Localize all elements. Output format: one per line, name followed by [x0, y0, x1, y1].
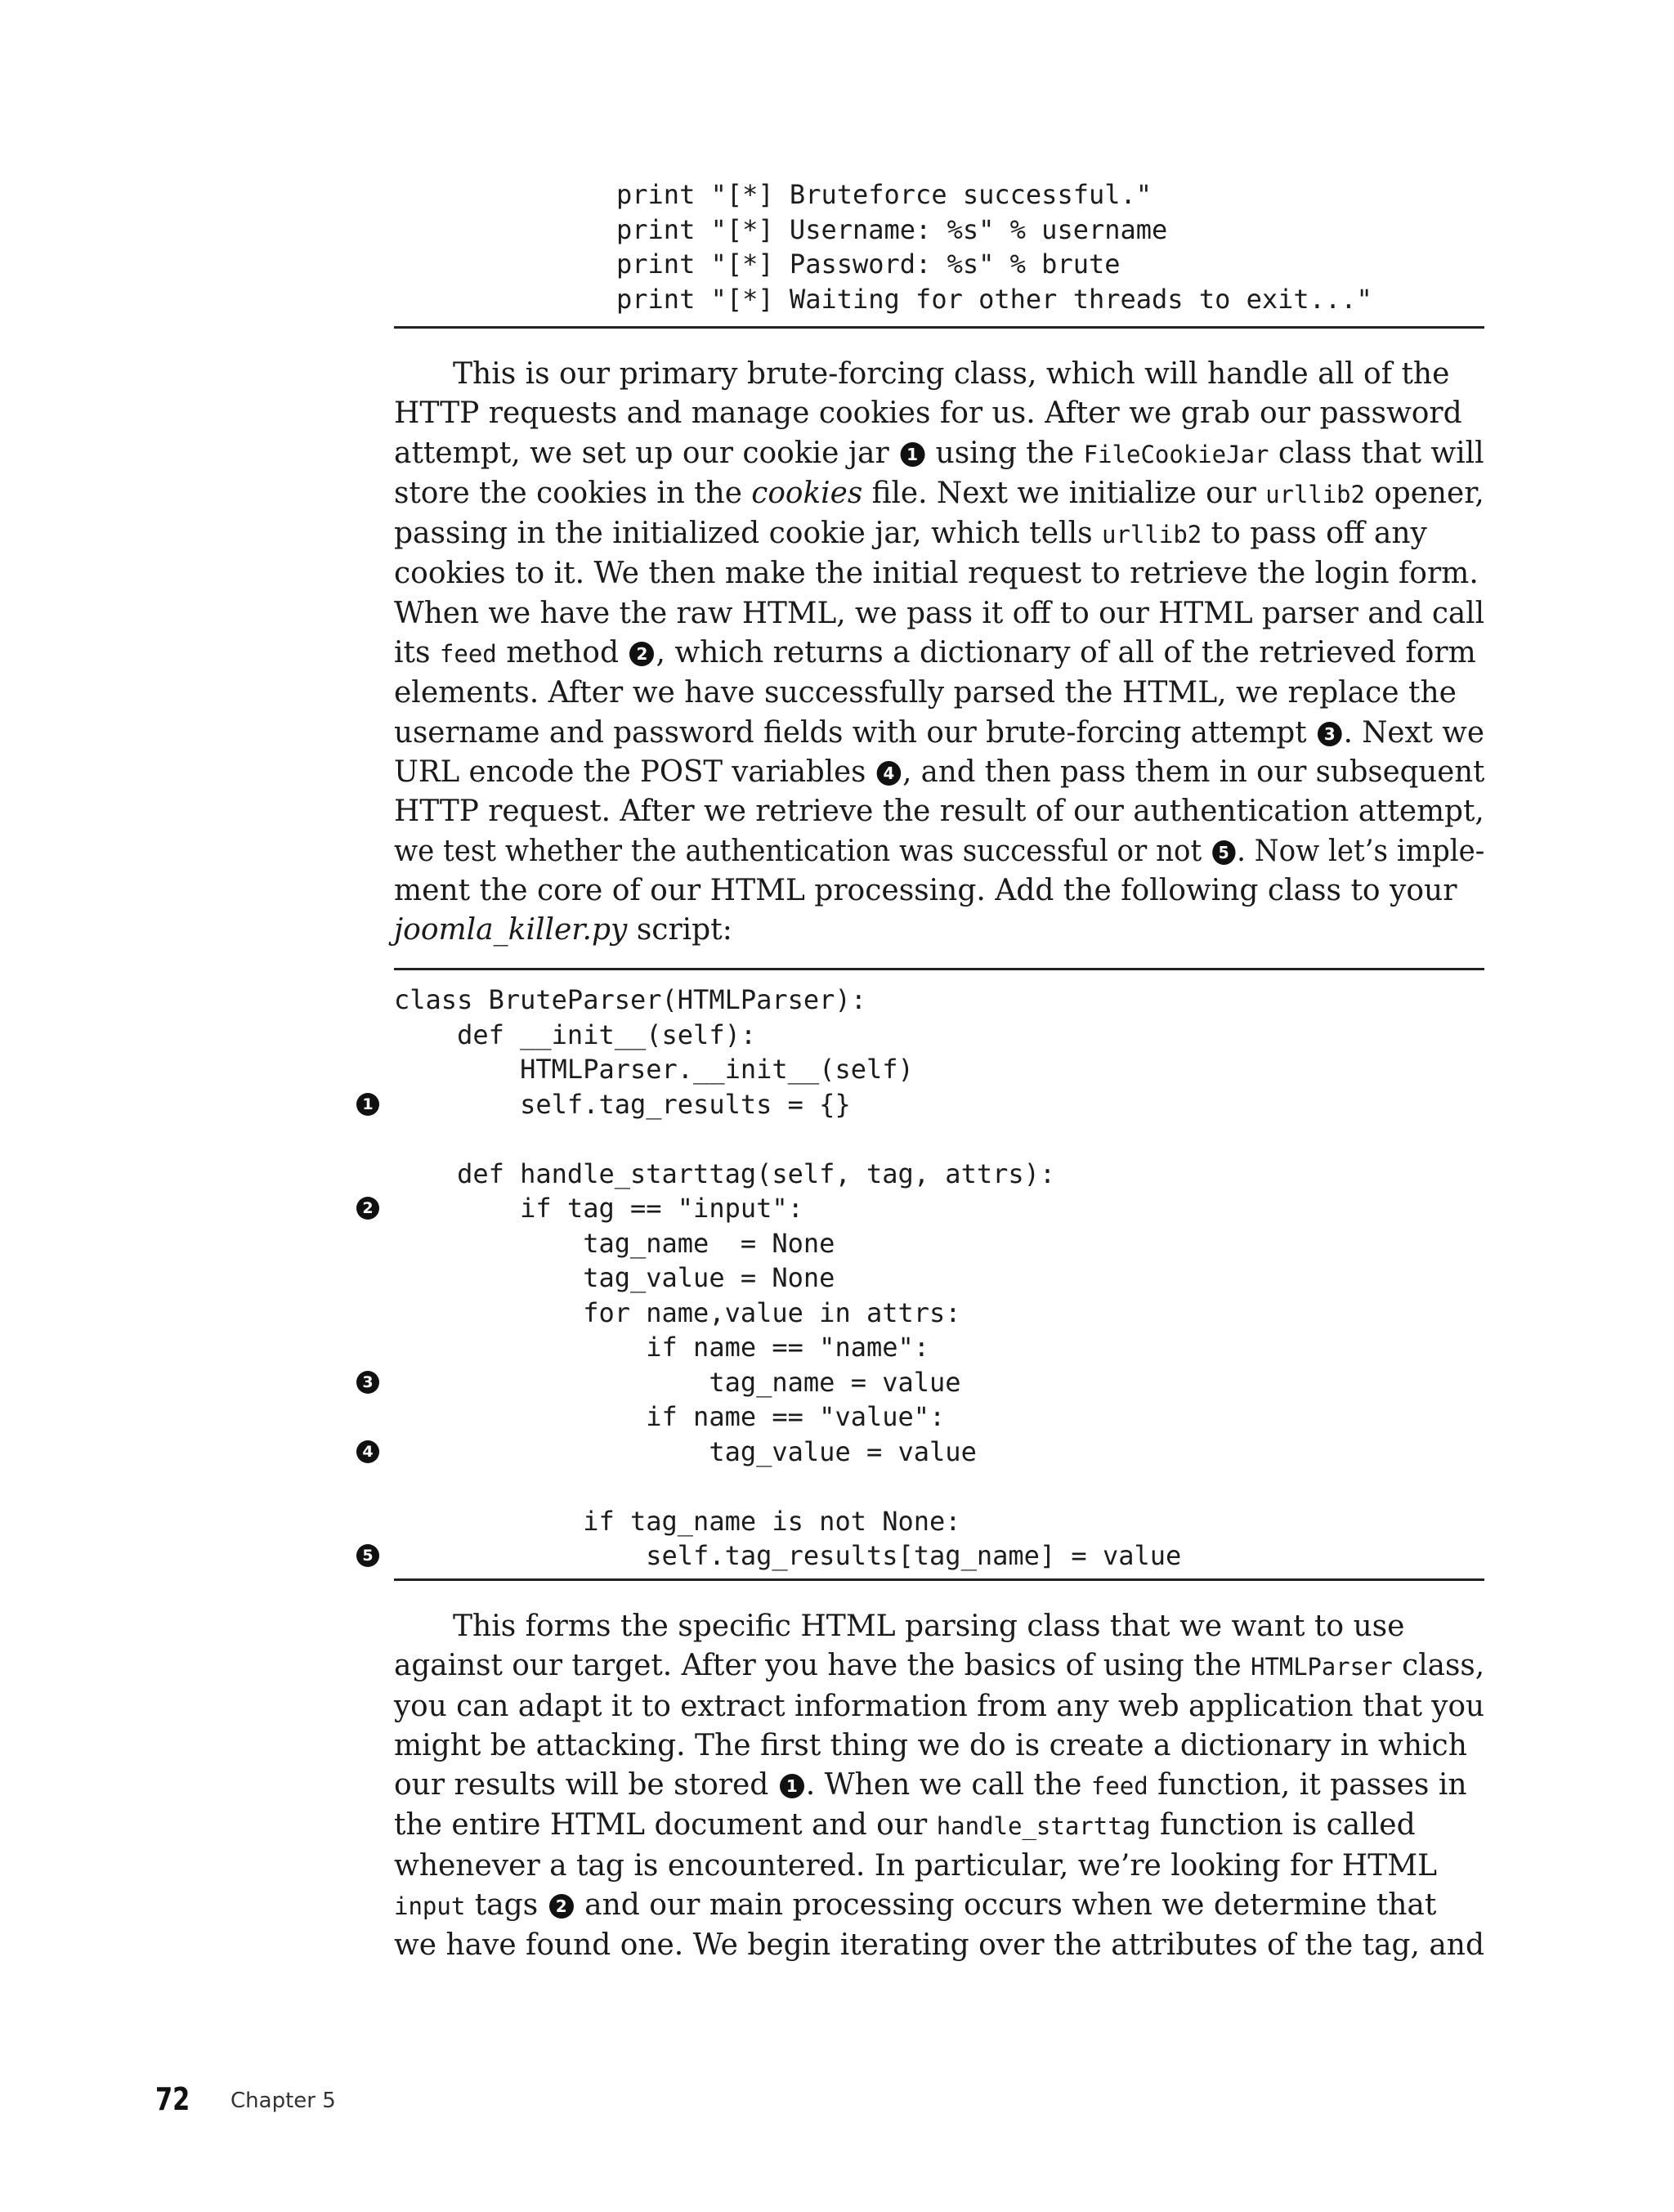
italic-filename: cookies	[751, 476, 863, 510]
inline-code: input	[394, 1892, 466, 1921]
text-line: whenever a tag is encountered. In particular, we’re looking for HTML	[394, 1848, 1437, 1883]
code-block-top	[0, 177, 1674, 316]
code-text: def handle_starttag(self, tag, attrs):	[394, 1157, 1056, 1189]
inline-code: urllib2	[1265, 480, 1365, 508]
inline-code: handle_starttag	[936, 1812, 1151, 1841]
code-text: tag_name = None	[394, 1227, 835, 1259]
code-line	[0, 1191, 1674, 1226]
code-line	[0, 1157, 1674, 1192]
callout-4-icon: 4	[877, 761, 902, 786]
code-line	[0, 1018, 1674, 1053]
code-line	[0, 247, 1674, 282]
code-block-brute-parser	[0, 983, 1674, 1574]
code-text: if name == "value":	[394, 1401, 946, 1432]
code-line	[0, 213, 1674, 248]
code-text: for name,value in attrs:	[394, 1296, 961, 1328]
callout-2-icon: 2	[549, 1894, 574, 1919]
text-line: This forms the specific HTML parsing class that we want to use	[453, 1610, 1405, 1643]
code-line	[0, 1122, 1674, 1157]
rule-divider	[394, 326, 1484, 329]
text-line: This is our primary brute-forcing class, which will handle all of the	[453, 357, 1450, 391]
text-line: ment the core of our HTML processing. Add the following class to your	[394, 873, 1457, 907]
code-line	[0, 1399, 1674, 1435]
code-text: if name == "name":	[394, 1332, 930, 1363]
rule-divider	[394, 1578, 1484, 1581]
text-line: joomla_killer.py script:	[394, 913, 732, 947]
text-line: its feed method 2 , which returns a dictionary of all of the retrieved form	[394, 636, 1476, 670]
text-line: HTTP requests and manage cookies for us. After we grab our password	[394, 396, 1462, 431]
body-paragraph-2	[394, 1607, 1484, 1966]
rule-divider	[394, 968, 1484, 970]
code-text: HTMLParser.__init__(self)	[394, 1054, 914, 1085]
text-line: the entire HTML document and our handle_starttag function is called	[394, 1808, 1416, 1843]
code-text: tag_name = value	[394, 1366, 961, 1398]
text-line: HTTP request. After we retrieve the result of our authentication attempt,	[394, 795, 1484, 829]
code-line	[0, 1504, 1674, 1539]
code-text: class BruteParser(HTMLParser):	[394, 984, 866, 1015]
code-line	[0, 177, 1674, 213]
text-line: against our target. After you have the basics of using the HTMLParser class,	[394, 1649, 1485, 1683]
text-line: When we have the raw HTML, we pass it off to our HTML parser and call	[394, 596, 1485, 630]
code-marker-4-icon: 4	[356, 1440, 379, 1463]
code-line	[0, 1296, 1674, 1331]
text-line: store the cookies in the cookies file. Next we initialize our urllib2 opener,	[394, 476, 1484, 510]
code-text: if tag == "input":	[394, 1193, 803, 1224]
text-line: username and password fields with our brute-forcing attempt 3 . Next we	[394, 715, 1484, 750]
code-marker-3-icon: 3	[356, 1371, 379, 1394]
inline-code: HTMLParser	[1251, 1653, 1393, 1681]
code-text: print "[*] Username: %s" % username	[616, 213, 1168, 245]
text-line: we have found one. We begin iterating over the attributes of the tag, and	[394, 1928, 1484, 1963]
text-line: cookies to it. We then make the initial request to retrieve the login form.	[394, 557, 1479, 591]
page-number: 72	[155, 2081, 190, 2117]
code-marker-2-icon: 2	[356, 1197, 379, 1220]
text-line: you can adapt it to extract information from any web application that you	[394, 1689, 1485, 1723]
code-line	[0, 1052, 1674, 1087]
inline-code: FileCookieJar	[1083, 440, 1269, 468]
chapter-label: Chapter 5	[231, 2089, 336, 2113]
callout-3-icon: 3	[1318, 722, 1342, 746]
code-text: print "[*] Waiting for other threads to exit..."	[616, 283, 1372, 315]
code-text: self.tag_results[tag_name] = value	[394, 1540, 1182, 1571]
code-line	[0, 282, 1674, 317]
body-paragraph-1	[394, 355, 1484, 950]
code-line	[0, 983, 1674, 1018]
text-line: we test whether the authentication was successful or not 5 . Now let’s imple-	[394, 834, 1485, 868]
italic-filename: joomla_killer.py	[394, 913, 628, 947]
code-line	[0, 1330, 1674, 1365]
code-line	[0, 1435, 1674, 1470]
code-text: self.tag_results = {}	[394, 1088, 851, 1120]
text-line: input tags 2 and our main processing occurs when we determine that	[394, 1888, 1437, 1923]
code-line	[0, 1260, 1674, 1296]
code-line	[0, 1087, 1674, 1122]
code-text: if tag_name is not None:	[394, 1505, 961, 1537]
code-text: def __init__(self):	[394, 1019, 757, 1050]
callout-1-icon: 1	[780, 1774, 804, 1798]
inline-code: feed	[439, 640, 497, 669]
callout-5-icon: 5	[1212, 840, 1235, 865]
callout-2-icon: 2	[629, 642, 654, 666]
text-line: URL encode the POST variables 4 , and then pass them in our subsequent	[394, 754, 1485, 789]
text-line: our results will be stored 1 . When we call the feed function, it passes in	[394, 1768, 1467, 1802]
callout-1-icon: 1	[900, 442, 924, 467]
code-line	[0, 1365, 1674, 1400]
code-text: tag_value = None	[394, 1262, 835, 1293]
code-line	[0, 1469, 1674, 1504]
code-line	[0, 1226, 1674, 1261]
inline-code: urllib2	[1102, 521, 1202, 549]
code-text: print "[*] Bruteforce successful."	[616, 179, 1153, 210]
code-line	[0, 1538, 1674, 1574]
code-marker-5-icon: 5	[356, 1544, 379, 1567]
code-text: print "[*] Password: %s" % brute	[616, 249, 1121, 280]
text-line: attempt, we set up our cookie jar 1 using the FileCookieJar class that will	[394, 436, 1484, 470]
code-marker-1-icon: 1	[356, 1093, 379, 1116]
text-line: passing in the initialized cookie jar, which tells urllib2 to pass off any	[394, 517, 1427, 551]
code-text: tag_value = value	[394, 1435, 977, 1467]
inline-code: feed	[1090, 1772, 1148, 1801]
text-line: might be attacking. The first thing we do is create a dictionary in which	[394, 1728, 1467, 1762]
text-line: elements. After we have successfully parsed the HTML, we replace the	[394, 676, 1457, 710]
